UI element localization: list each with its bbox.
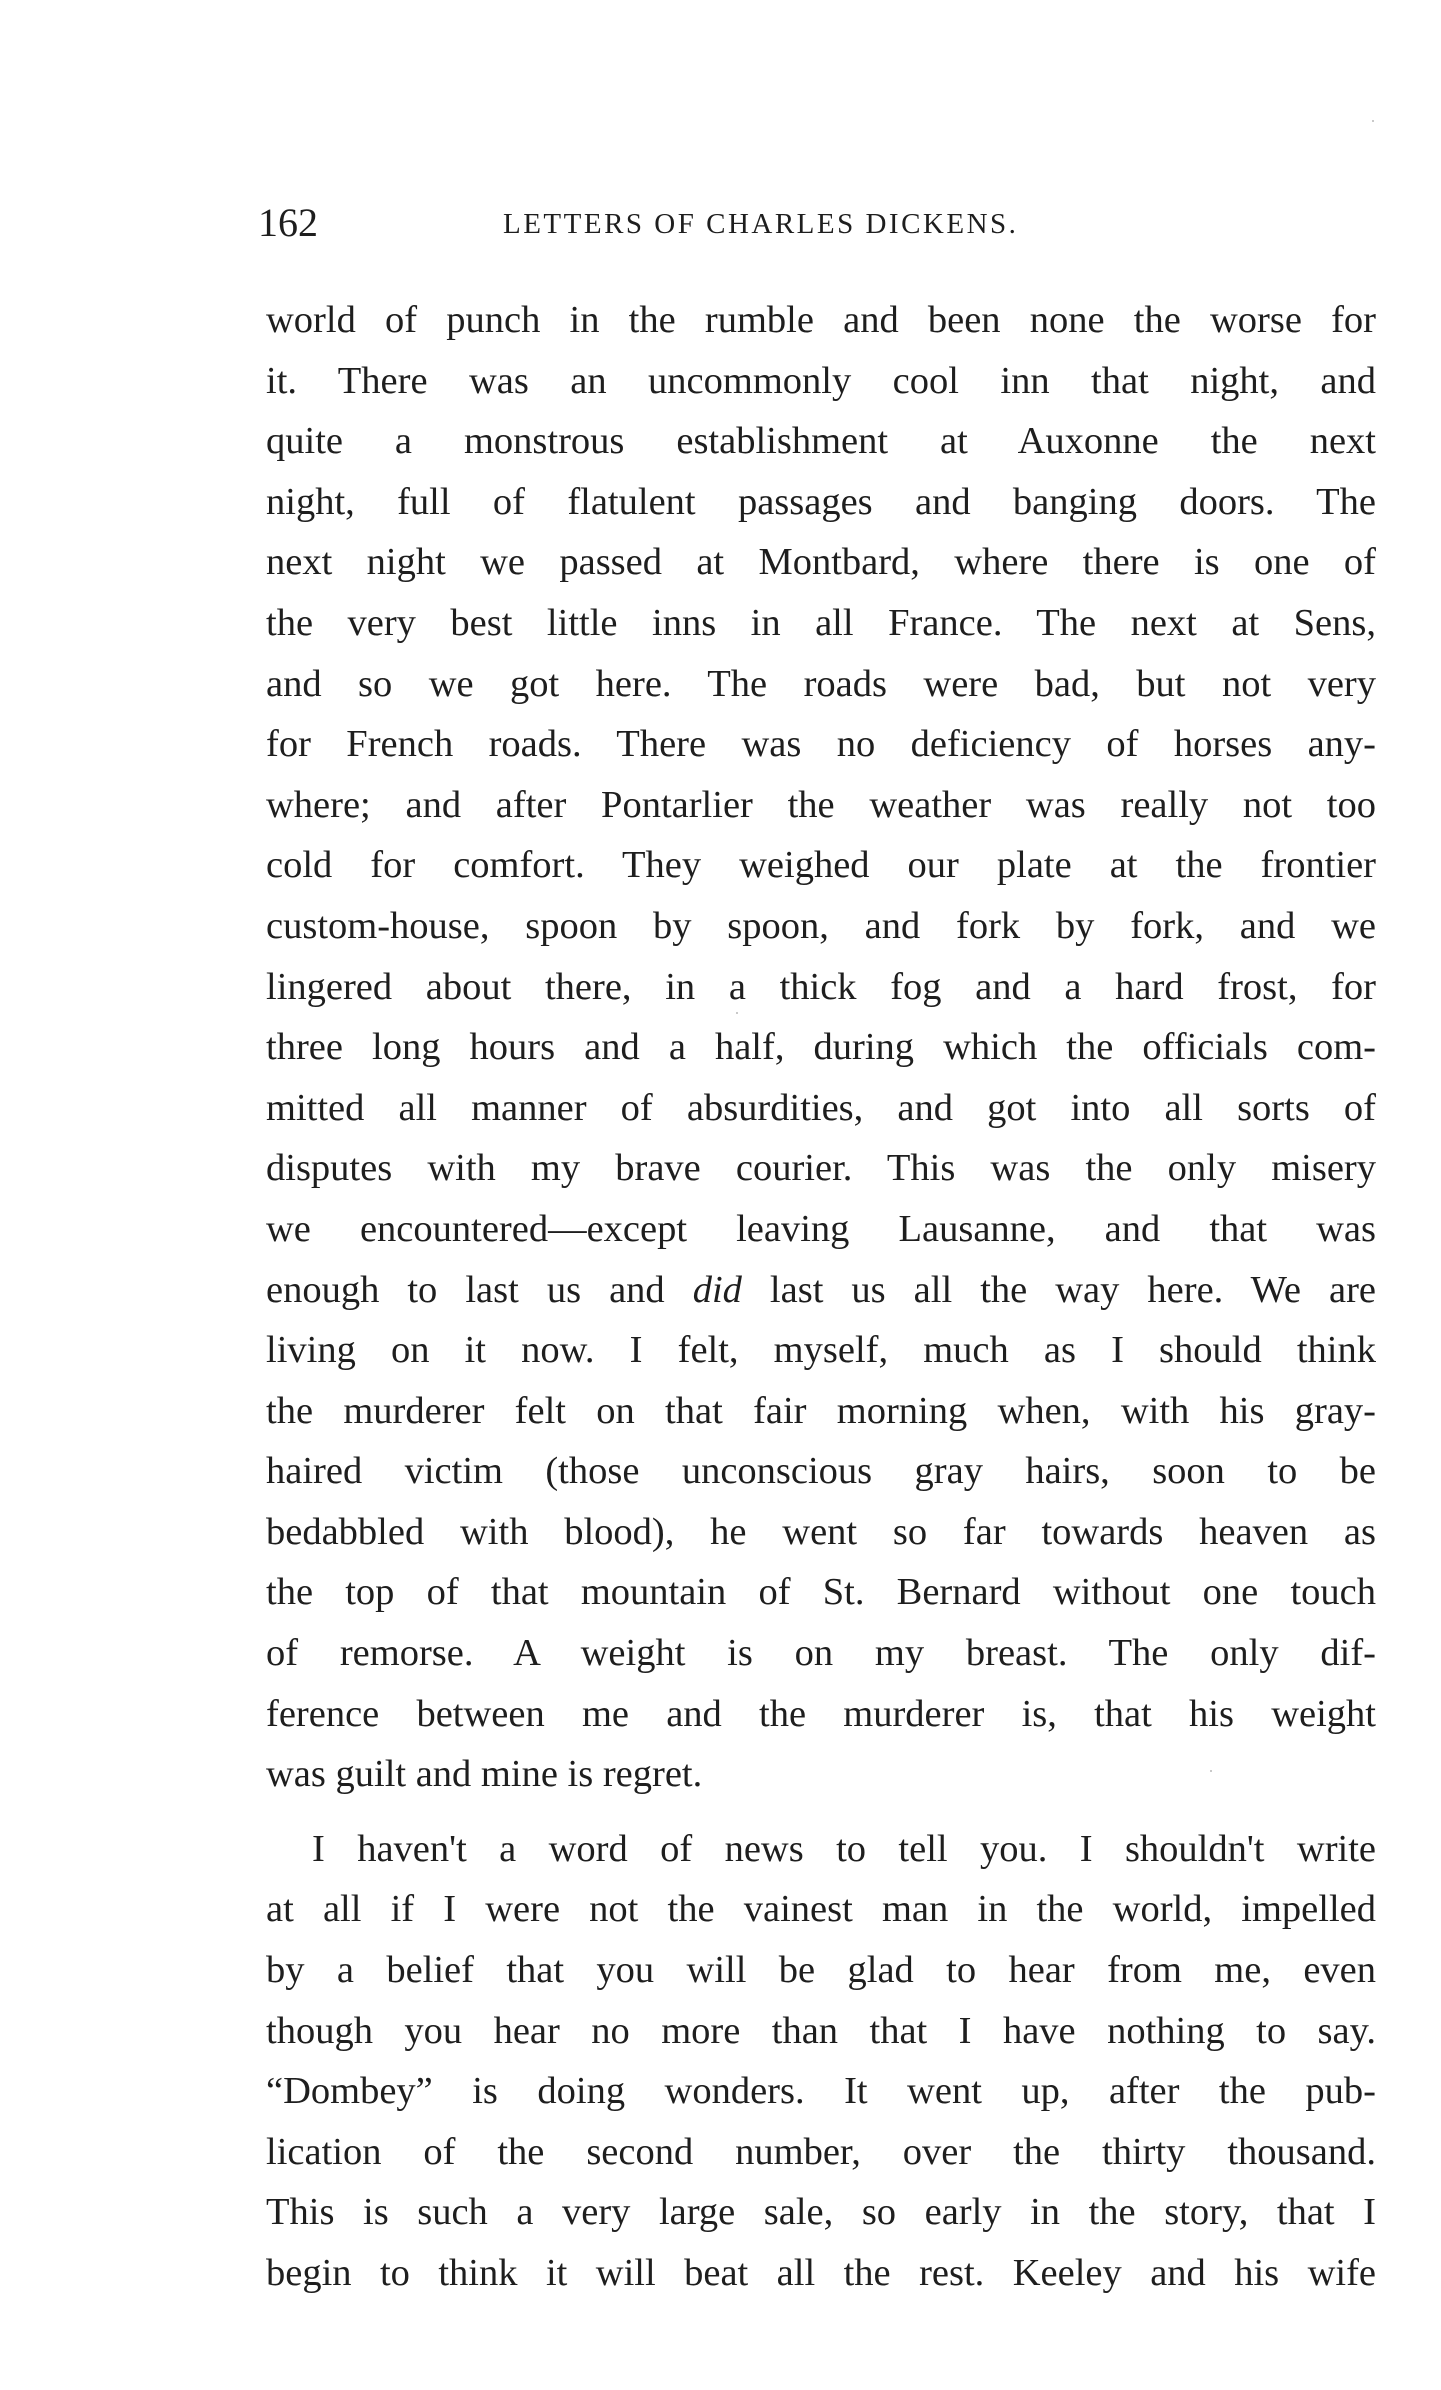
paper-speck (1372, 120, 1374, 122)
line-segment: enough to last us and (266, 1268, 693, 1311)
text-line: I haven't a word of news to tell you. I shouldn't write (312, 1827, 1376, 1870)
text-line: at all if I were not the vainest man in the world, impelled (266, 1888, 1376, 1931)
text-line: we encountered—except leaving Lausanne, and that was (266, 1207, 1376, 1250)
paper-speck (1210, 1770, 1212, 1772)
text-line-with-emphasis (266, 1260, 1376, 1321)
letter-text (266, 290, 1376, 2304)
text-line: disputes with my brave courier. This was the only misery (266, 1147, 1376, 1190)
text-line: by a belief that you will be glad to hear from me, even (266, 1949, 1376, 1992)
text-line: for French roads. There was no deficiency of horses any- (266, 723, 1376, 766)
text-line: custom-house, spoon by spoon, and fork by fork, and we (266, 904, 1376, 947)
text-line: mitted all manner of absurdities, and got into all sorts of (266, 1086, 1376, 1129)
text-line: haired victim (those unconscious gray hairs, soon to be (266, 1450, 1376, 1493)
text-line: quite a monstrous establishment at Auxonne the next (266, 420, 1376, 463)
page-number: 162 (258, 200, 318, 245)
paper-speck (736, 1012, 738, 1014)
text-line: ference between me and the murderer is, that his weight (266, 1692, 1376, 1735)
text-line: “Dombey” is doing wonders. It went up, after the pub- (266, 2070, 1376, 2113)
text-line: lication of the second number, over the thirty thousand. (266, 2130, 1376, 2173)
text-line: night, full of flatulent passages and banging doors. The (266, 480, 1376, 523)
text-line: begin to think it will beat all the rest. Keeley and his wife (266, 2252, 1376, 2294)
text-line: living on it now. I felt, myself, much as I should think (266, 1329, 1376, 1372)
text-line: lingered about there, in a thick fog and a hard frost, for (266, 965, 1376, 1008)
text-line: the top of that mountain of St. Bernard without one touch (266, 1571, 1376, 1614)
page-header (258, 198, 1138, 248)
paragraph-gap (266, 1805, 1376, 1819)
emphasized-word: did (692, 1268, 742, 1311)
running-title: LETTERS OF CHARLES DICKENS. (503, 208, 1019, 240)
text-line: This is such a very large sale, so early in the story, that I (266, 2191, 1376, 2234)
paragraph-2 (266, 1819, 1376, 2304)
text-line: bedabbled with blood), he went so far towards heaven as (266, 1510, 1376, 1553)
text-line: it. There was an uncommonly cool inn that night, and (266, 359, 1376, 402)
text-line: next night we passed at Montbard, where there is one of (266, 541, 1376, 584)
text-line: and so we got here. The roads were bad, but not very (266, 662, 1376, 705)
text-line: the very best little inns in all France. The next at Sens, (266, 601, 1376, 644)
text-line: world of punch in the rumble and been none the worse for (266, 299, 1376, 341)
text-line: of remorse. A weight is on my breast. The only dif- (266, 1632, 1376, 1675)
text-line: three long hours and a half, during which the officials com- (266, 1026, 1376, 1069)
text-line: was guilt and mine is regret. (266, 1753, 703, 1796)
text-line: though you hear no more than that I have nothing to say. (266, 2009, 1376, 2052)
line-segment: last us all the way here. We are (741, 1268, 1376, 1311)
text-line: cold for comfort. They weighed our plate at the frontier (266, 844, 1376, 887)
paragraph-1 (266, 290, 1376, 1805)
text-line: the murderer felt on that fair morning when, with his gray- (266, 1389, 1376, 1432)
text-line: where; and after Pontarlier the weather was really not too (266, 783, 1376, 826)
